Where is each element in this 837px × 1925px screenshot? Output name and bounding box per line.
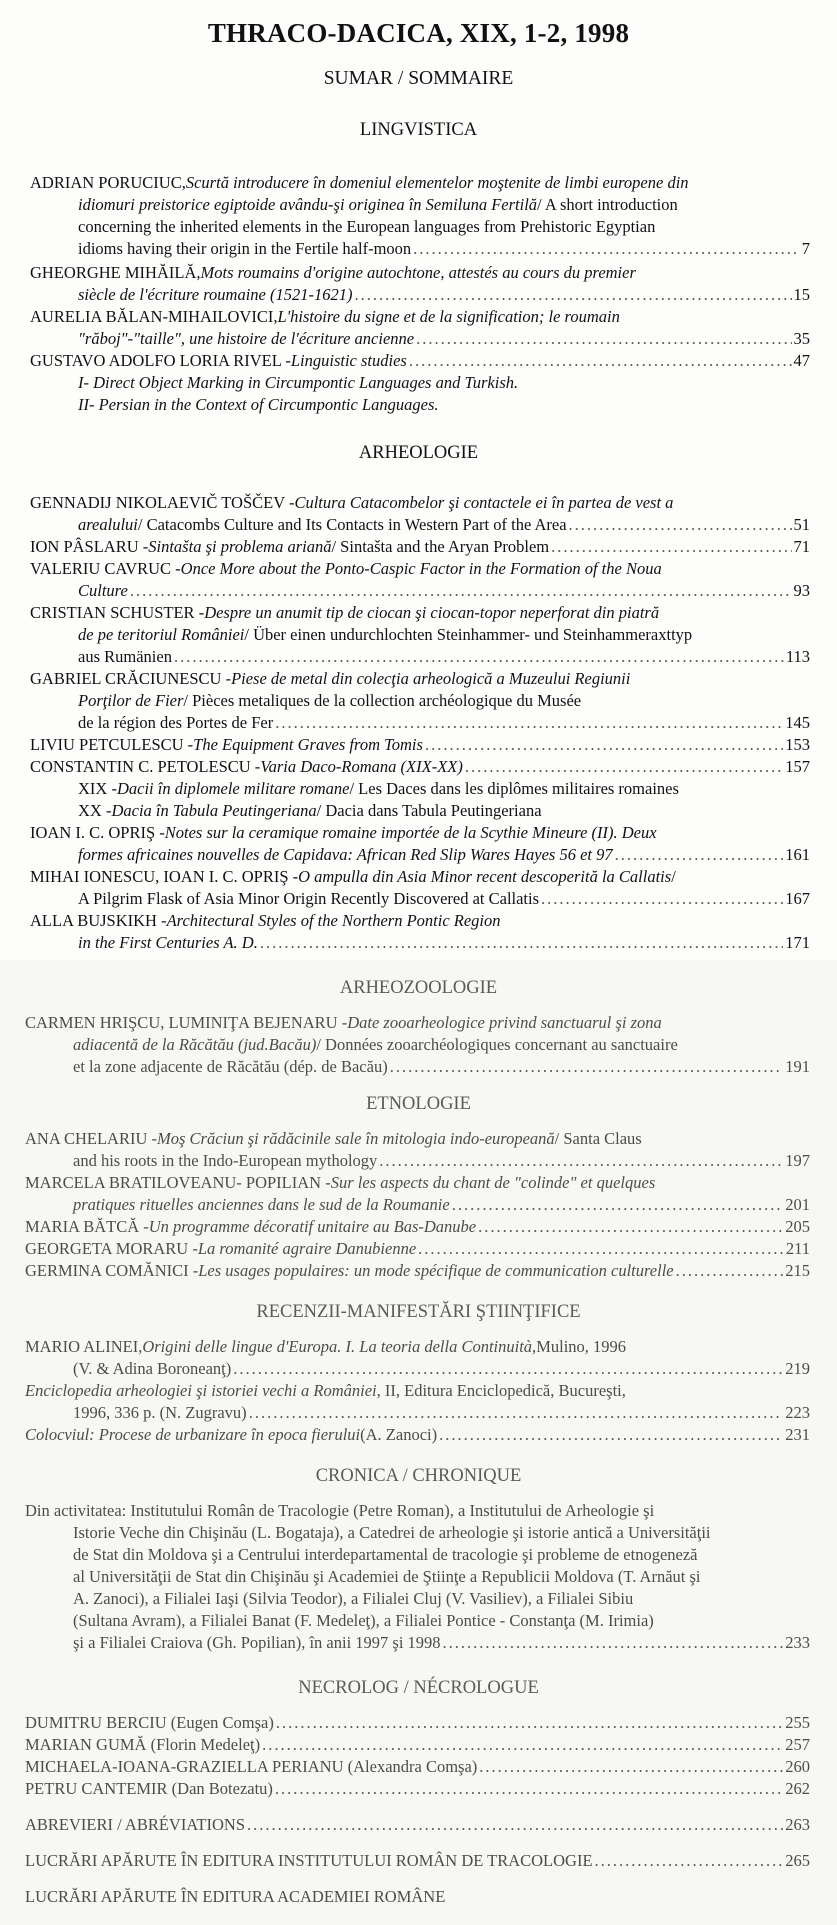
section-heading-arheologie: ARHEOLOGIE bbox=[358, 443, 479, 463]
toc-entry: MARIO ALINEI, Origini delle lingue d'Europa. I. La teoria della Continuità, Mulino, 1996 (V. & Adina Boronean⁠ţ) ..... 219 bbox=[25, 1336, 810, 1380]
leader-dots bbox=[479, 1756, 783, 1778]
toc-entry: MIHAI IONESCU, IOAN I. C. OPRIŞ - O ampulla din Asia Minor recent descoperită la Callatis / A Pilgrim Flask of Asia Minor Origin Recently Discovered at Callatis ..... 167 bbox=[30, 866, 810, 910]
leader-dots bbox=[425, 734, 783, 756]
toc-entry: MARIAN GUMĂ (Florin Medeleţ) ..... 257 bbox=[25, 1734, 810, 1756]
leader-dots bbox=[569, 514, 792, 536]
leader-dots bbox=[249, 1402, 784, 1424]
page-number: 231 bbox=[785, 1425, 810, 1444]
leader-dots bbox=[275, 1778, 783, 1800]
section-heading-cronica: CRONICA / CHRONIQUE bbox=[315, 1466, 522, 1486]
page-number: 219 bbox=[785, 1359, 810, 1378]
leader-dots bbox=[276, 1712, 783, 1734]
page-number: 257 bbox=[785, 1735, 810, 1754]
leader-dots bbox=[443, 1632, 784, 1654]
toc-entry: DUMITRU BERCIU (Eugen Comşa) ..... 255 bbox=[25, 1712, 810, 1734]
page-number: 161 bbox=[785, 845, 810, 864]
page-number: 51 bbox=[793, 515, 810, 534]
leader-dots bbox=[595, 1850, 784, 1872]
toc-entry: PETRU CANTEMIR (Dan Botezatu) ..... 262 bbox=[25, 1778, 810, 1800]
leader-dots bbox=[174, 646, 784, 668]
page-number: 223 bbox=[785, 1403, 810, 1422]
page-number: 47 bbox=[793, 351, 810, 370]
page-number: 35 bbox=[793, 329, 810, 348]
page-number: 145 bbox=[785, 713, 810, 732]
page-number: 263 bbox=[785, 1815, 810, 1834]
toc-entry: MARIA BĂTCĂ - Un programme décoratif unitaire au Bas-Danube ..... 205 bbox=[25, 1216, 810, 1238]
toc-entry: GUSTAVO ADOLFO LORIA RIVEL - Linguistic studies ..... 47 I- Direct Object Marking in Circumpontic Languages and Turkish. II- Persian in the Context of Circumpontic Languages. bbox=[30, 350, 810, 416]
toc-entry: Din activitatea: Institutului Român de Tracologie (Petre Roman), a Institutului de Arheologie şi Istorie Veche din Chişinău (L. Bogataja), a Catedrei de arheologie şi istorie antică a Universităţii de Stat din Moldova şi a Centrului interdepartamental de tracologie şi probleme de etnogeneză al Universităţii de Stat din Chişinău şi Academiei de Ştiinţe a Republicii Moldova (T. Arnăut şi A. Zanoci), a Filialei Iaşi (Silvia Teodor), a Filialei Cluj (V. Vasiliev), a Filialei Sibiu (Sultana Avram), a Filialei Banat (F. Medeleţ), a Filialei Pontice - Constanţa (M. Irimia) şi a Filialei Craiova (Gh. Popilian), în anii 1997 şi 1998 ..... 233 bbox=[25, 1500, 810, 1654]
section-heading-etnologie: ETNOLOGIE bbox=[366, 1094, 471, 1114]
leader-dots bbox=[418, 1238, 784, 1260]
page-number: 265 bbox=[785, 1851, 810, 1870]
section-heading-arheozoologie: ARHEOZOOLOGIE bbox=[339, 978, 498, 998]
leader-dots bbox=[130, 580, 792, 602]
leader-dots bbox=[452, 1194, 784, 1216]
page-number: 171 bbox=[785, 933, 810, 952]
toc-entry: IOAN I. C. OPRIŞ - Notes sur la ceramique romaine importée de la Scythie Mineure (II). Deux formes africaines nouvelles de Capidava: African Red Slip Wares Hayes 56 et 97 ..... 161 bbox=[30, 822, 810, 866]
toc-entry: GABRIEL CRĂCIUNESCU - Piese de metal din colecţia arheologică a Muzeului Regiunii Porţilor de Fier / Pièces metaliques de la collection archéologique du Musée de la région des Portes de Fer ..... 145 bbox=[30, 668, 810, 734]
toc-entry: MICHAELA-IOANA-GRAZIELLA PERIANU (Alexandra Comşa) ..... 260 bbox=[25, 1756, 810, 1778]
page-number: 15 bbox=[793, 285, 810, 304]
toc-entry: LUCRĂRI APĂRUTE ÎN EDITURA INSTITUTULUI ROMÂN DE TRACOLOGIE ..... 265 bbox=[25, 1850, 810, 1872]
leader-dots bbox=[465, 756, 783, 778]
toc-entry: CRISTIAN SCHUSTER - Despre un anumit tip de ciocan şi ciocan-topor neperforat din piatră de pe teritoriul României / Über einen undurchlochten Steinhammer- und Steinhammeraxttyp aus Rumänien ..... 113 bbox=[30, 602, 810, 668]
page-number: 197 bbox=[785, 1151, 810, 1170]
leader-dots bbox=[275, 712, 783, 734]
section-heading-recenzii: RECENZII-MANIFESTĂRI ŞTIINŢIFICE bbox=[256, 1302, 581, 1322]
section-heading-lingvistica: LINGVISTICA bbox=[359, 120, 478, 140]
page-number: 211 bbox=[785, 1239, 810, 1258]
leader-dots bbox=[615, 844, 784, 866]
toc-entry: ALLA BUJSKIKH - Architectural Styles of the Northern Pontic Region in the First Centuries A. D. ..... 171 bbox=[30, 910, 810, 954]
leader-dots bbox=[676, 1260, 784, 1282]
page-number: 262 bbox=[785, 1779, 810, 1798]
page-number: 7 bbox=[801, 239, 810, 258]
contents-heading: SUMAR / SOMMAIRE bbox=[323, 68, 514, 89]
page-number: 205 bbox=[785, 1217, 810, 1236]
page-number: 113 bbox=[785, 647, 810, 666]
leader-dots bbox=[541, 888, 783, 910]
leader-dots bbox=[354, 284, 791, 306]
toc-entry: CONSTANTIN C. PETOLESCU - Varia Daco-Romana (XIX-XX) ..... 157 XIX - Dacii în diplomele militare romane / Les Daces dans les diplômes militaires romaines XX - Dacia în Tabula Peutingeriana / Dacia dans Tabula Peutingeriana bbox=[30, 756, 810, 822]
toc-entry: ANA CHELARIU - Moş Crăciun şi rădăcinile sale în mitologia indo-europeană / Santa Claus and his roots in the Indo-European mythology ..... 197 bbox=[25, 1128, 810, 1172]
leader-dots bbox=[390, 1056, 784, 1078]
toc-entry: AURELIA BĂLAN-MIHAILOVICI, L'histoire du signe et de la signification; le roumain "răboj"-"taille", une histoire de l'écriture ancienne ..... 35 bbox=[30, 306, 810, 350]
leader-dots bbox=[260, 932, 783, 954]
leader-dots bbox=[247, 1814, 783, 1836]
page-number: 71 bbox=[793, 537, 810, 556]
leader-dots bbox=[262, 1734, 783, 1756]
leader-dots bbox=[413, 238, 800, 260]
toc-entry: Colocviul: Procese de urbanizare în epoca fierului (A. Zanoci) ..... 231 bbox=[25, 1424, 810, 1446]
toc-entry: VALERIU CAVRUC - Once More about the Ponto-Caspic Factor in the Formation of the Noua Culture ..... 93 bbox=[30, 558, 810, 602]
toc-entry: GENNADIJ NIKOLAEVIČ TOŠČEV - Cultura Catacombelor şi contactele ei în partea de vest a arealului / Catacombs Culture and Its Contacts in Western Part of the Area ..... 51 bbox=[30, 492, 810, 536]
page-number: 255 bbox=[785, 1713, 810, 1732]
toc-entry: GHEORGHE MIHĂILĂ, Mots roumains d'origine autochtone, attestés au cours du premier siècle de l'écriture roumaine (1521-1621) ..... 15 bbox=[30, 262, 810, 306]
journal-title: THRACO-DACICA, XIX, 1-2, 1998 bbox=[207, 18, 630, 48]
page-number: 201 bbox=[785, 1195, 810, 1214]
page-number: 215 bbox=[785, 1261, 810, 1280]
toc-entry: LIVIU PETCULESCU - The Equipment Graves from Tomis ..... 153 bbox=[30, 734, 810, 756]
toc-entry: GERMINA COMĂNICI - Les usages populaires: un mode spécifique de communication culturelle ..... 215 bbox=[25, 1260, 810, 1282]
toc-entry: ION PÂSLARU - Sintašta şi problema ariană / Sintašta and the Aryan Problem ..... 71 bbox=[30, 536, 810, 558]
page-number: 167 bbox=[785, 889, 810, 908]
leader-dots bbox=[478, 1216, 783, 1238]
page-number: 157 bbox=[785, 757, 810, 776]
toc-entry: ADRIAN PORUCIUC, Scurtă introducere în domeniul elementelor moştenite de limbi europene din idiomuri preistorice egiptoide avându-şi originea în Semiluna Fertilă / A short introduction concerning the inherited elements in the European languages from Prehistoric Egyptian idioms having their origin in the Fertile half-moon ..... 7 bbox=[30, 172, 810, 260]
page-number: 93 bbox=[793, 581, 810, 600]
page-number: 233 bbox=[785, 1633, 810, 1652]
toc-entry: GEORGETA MORARU - La romanité agraire Danubienne ..... 211 bbox=[25, 1238, 810, 1260]
toc-entry: CARMEN HRIŞCU, LUMINIŢA BEJENARU - Date zooarheologice privind sanctuarul şi zona adiacentă de la Răcătău (jud.Bacău) / Données zooarchéologiques concernant au sanctuaire et la zone adjacente de Răcătău (dép. de Bacău) ..... 191 bbox=[25, 1012, 810, 1078]
toc-entry: Enciclopedia arheologiei şi istoriei vechi a României , II, Editura Enciclopedică, Bucureşti, 1996, 336 p. (N. Zugravu) ..... 223 bbox=[25, 1380, 810, 1424]
leader-dots bbox=[551, 536, 791, 558]
page-number: 260 bbox=[785, 1757, 810, 1776]
section-heading-necrolog: NECROLOG / NÉCROLOGUE bbox=[298, 1678, 539, 1698]
toc-entry: ABREVIERI / ABRÉVIATIONS ..... 263 bbox=[25, 1814, 810, 1836]
leader-dots bbox=[379, 1150, 783, 1172]
toc-entry: MARCELA BRATILOVEANU- POPILIAN - Sur les aspects du chant de "colinde" et quelques pratiques rituelles anciennes dans le sud de la Roumanie ..... 201 bbox=[25, 1172, 810, 1216]
leader-dots bbox=[439, 1424, 783, 1446]
page-number: 153 bbox=[785, 735, 810, 754]
toc-entry: LUCRĂRI APĂRUTE ÎN EDITURA ACADEMIEI ROMÂNE bbox=[25, 1887, 446, 1906]
leader-dots bbox=[233, 1358, 783, 1380]
leader-dots bbox=[416, 328, 791, 350]
leader-dots bbox=[409, 350, 792, 372]
page-number: 191 bbox=[785, 1057, 810, 1076]
